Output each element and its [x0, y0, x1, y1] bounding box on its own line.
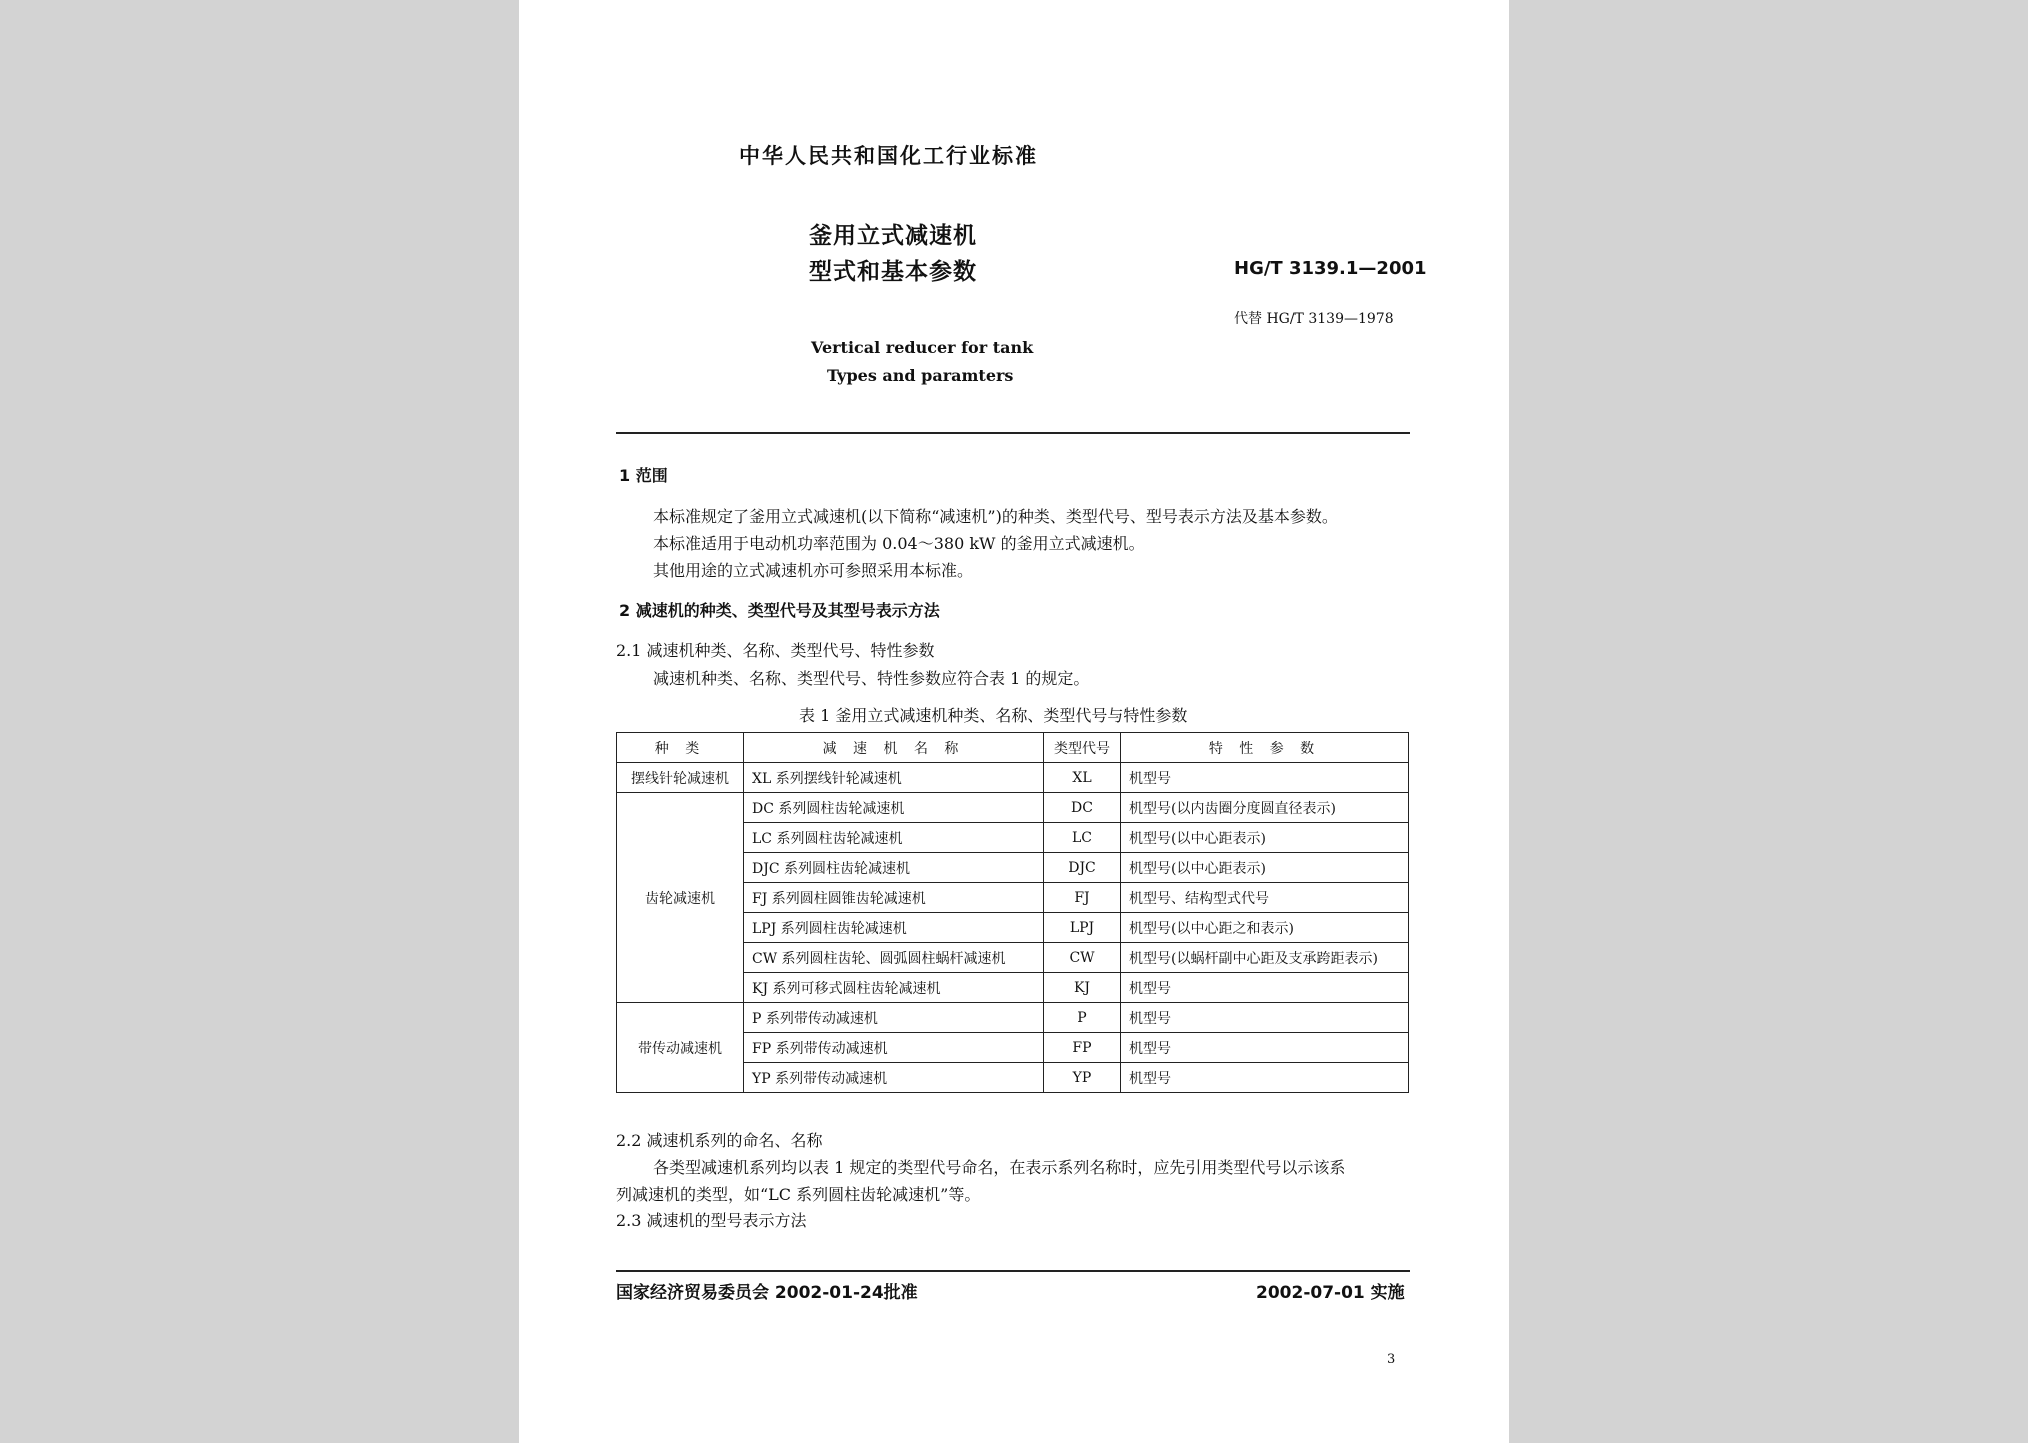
- document-page: [519, 0, 1509, 1443]
- standard-title-line1: 釜用立式减速机: [809, 223, 977, 249]
- code-cell: CW: [1044, 943, 1121, 973]
- table-row: [617, 763, 1409, 793]
- approval-note: 国家经济贸易委员会 2002-01-24批准: [616, 1283, 918, 1303]
- code-cell: FP: [1044, 1033, 1121, 1063]
- kind-cell: 带传动减速机: [617, 1003, 744, 1093]
- name-cell: CW 系列圆柱齿轮、圆弧圆柱蜗杆减速机: [744, 943, 1044, 973]
- name-cell: LC 系列圆柱齿轮减速机: [744, 823, 1044, 853]
- section1-paragraph: 本标准适用于电动机功率范围为 0.04～380 kW 的釜用立式减速机。: [653, 534, 1145, 553]
- table-row: [617, 1003, 1409, 1033]
- param-cell: 机型号(以中心距之和表示): [1121, 913, 1409, 943]
- param-cell: 机型号(以中心距表示): [1121, 823, 1409, 853]
- issuing-organization: 中华人民共和国化工行业标准: [739, 144, 1038, 168]
- name-cell: KJ 系列可移式圆柱齿轮减速机: [744, 973, 1044, 1003]
- section21-text: 减速机种类、名称、类型代号、特性参数应符合表 1 的规定。: [653, 669, 1090, 688]
- name-cell: XL 系列摆线针轮减速机: [744, 763, 1044, 793]
- table-row: [617, 793, 1409, 823]
- param-cell: 机型号(以中心距表示): [1121, 853, 1409, 883]
- name-cell: FP 系列带传动减速机: [744, 1033, 1044, 1063]
- param-cell: 机型号: [1121, 763, 1409, 793]
- table-header-row: [617, 733, 1409, 763]
- name-cell: DC 系列圆柱齿轮减速机: [744, 793, 1044, 823]
- section1-paragraph: 本标准规定了釜用立式减速机(以下简称“减速机”)的种类、类型代号、型号表示方法及基本参数。: [653, 507, 1338, 526]
- code-cell: FJ: [1044, 883, 1121, 913]
- effective-date: 2002-07-01 实施: [1256, 1283, 1405, 1303]
- section22-heading: 2.2 减速机系列的命名、名称: [616, 1131, 823, 1150]
- code-cell: YP: [1044, 1063, 1121, 1093]
- column-header-code: 类型代号: [1044, 733, 1121, 763]
- header-divider: [616, 432, 1410, 434]
- param-cell: 机型号(以内齿圈分度圆直径表示): [1121, 793, 1409, 823]
- table-caption: 表 1 釜用立式减速机种类、名称、类型代号与特性参数: [799, 706, 1188, 725]
- section23-heading: 2.3 减速机的型号表示方法: [616, 1211, 807, 1230]
- param-cell: 机型号: [1121, 1063, 1409, 1093]
- footer-divider: [616, 1270, 1410, 1272]
- param-cell: 机型号、结构型式代号: [1121, 883, 1409, 913]
- page-number: 3: [1387, 1352, 1396, 1367]
- column-header-name: 减 速 机 名 称: [744, 733, 1044, 763]
- english-title-line1: Vertical reducer for tank: [811, 338, 1034, 357]
- kind-cell: 齿轮减速机: [617, 793, 744, 1003]
- param-cell: 机型号: [1121, 1033, 1409, 1063]
- standard-title-line2: 型式和基本参数: [809, 259, 977, 285]
- section22-text-line2: 列减速机的类型，如“LC 系列圆柱齿轮减速机”等。: [616, 1185, 981, 1204]
- kind-cell: 摆线针轮减速机: [617, 763, 744, 793]
- code-cell: XL: [1044, 763, 1121, 793]
- name-cell: P 系列带传动减速机: [744, 1003, 1044, 1033]
- column-header-params: 特 性 参 数: [1121, 733, 1409, 763]
- section21-heading: 2.1 减速机种类、名称、类型代号、特性参数: [616, 641, 935, 660]
- reducer-spec-table: [616, 732, 1409, 1093]
- section2-heading: 2 减速机的种类、类型代号及其型号表示方法: [619, 601, 940, 620]
- standard-code: HG/T 3139.1—2001: [1234, 258, 1427, 279]
- code-cell: LC: [1044, 823, 1121, 853]
- section1-heading: 1 范围: [619, 466, 668, 485]
- section22-text-line1: 各类型减速机系列均以表 1 规定的类型代号命名，在表示系列名称时，应先引用类型代号以示该系: [653, 1158, 1346, 1177]
- name-cell: YP 系列带传动减速机: [744, 1063, 1044, 1093]
- param-cell: 机型号(以蜗杆副中心距及支承跨距表示): [1121, 943, 1409, 973]
- name-cell: LPJ 系列圆柱齿轮减速机: [744, 913, 1044, 943]
- name-cell: FJ 系列圆柱圆锥齿轮减速机: [744, 883, 1044, 913]
- english-title-line2: Types and paramters: [827, 366, 1014, 385]
- name-cell: DJC 系列圆柱齿轮减速机: [744, 853, 1044, 883]
- code-cell: KJ: [1044, 973, 1121, 1003]
- section1-paragraph: 其他用途的立式减速机亦可参照采用本标准。: [653, 561, 974, 580]
- replaces-note: 代替 HG/T 3139—1978: [1234, 311, 1394, 327]
- code-cell: P: [1044, 1003, 1121, 1033]
- param-cell: 机型号: [1121, 1003, 1409, 1033]
- column-header-kind: 种 类: [617, 733, 744, 763]
- param-cell: 机型号: [1121, 973, 1409, 1003]
- code-cell: DC: [1044, 793, 1121, 823]
- code-cell: DJC: [1044, 853, 1121, 883]
- code-cell: LPJ: [1044, 913, 1121, 943]
